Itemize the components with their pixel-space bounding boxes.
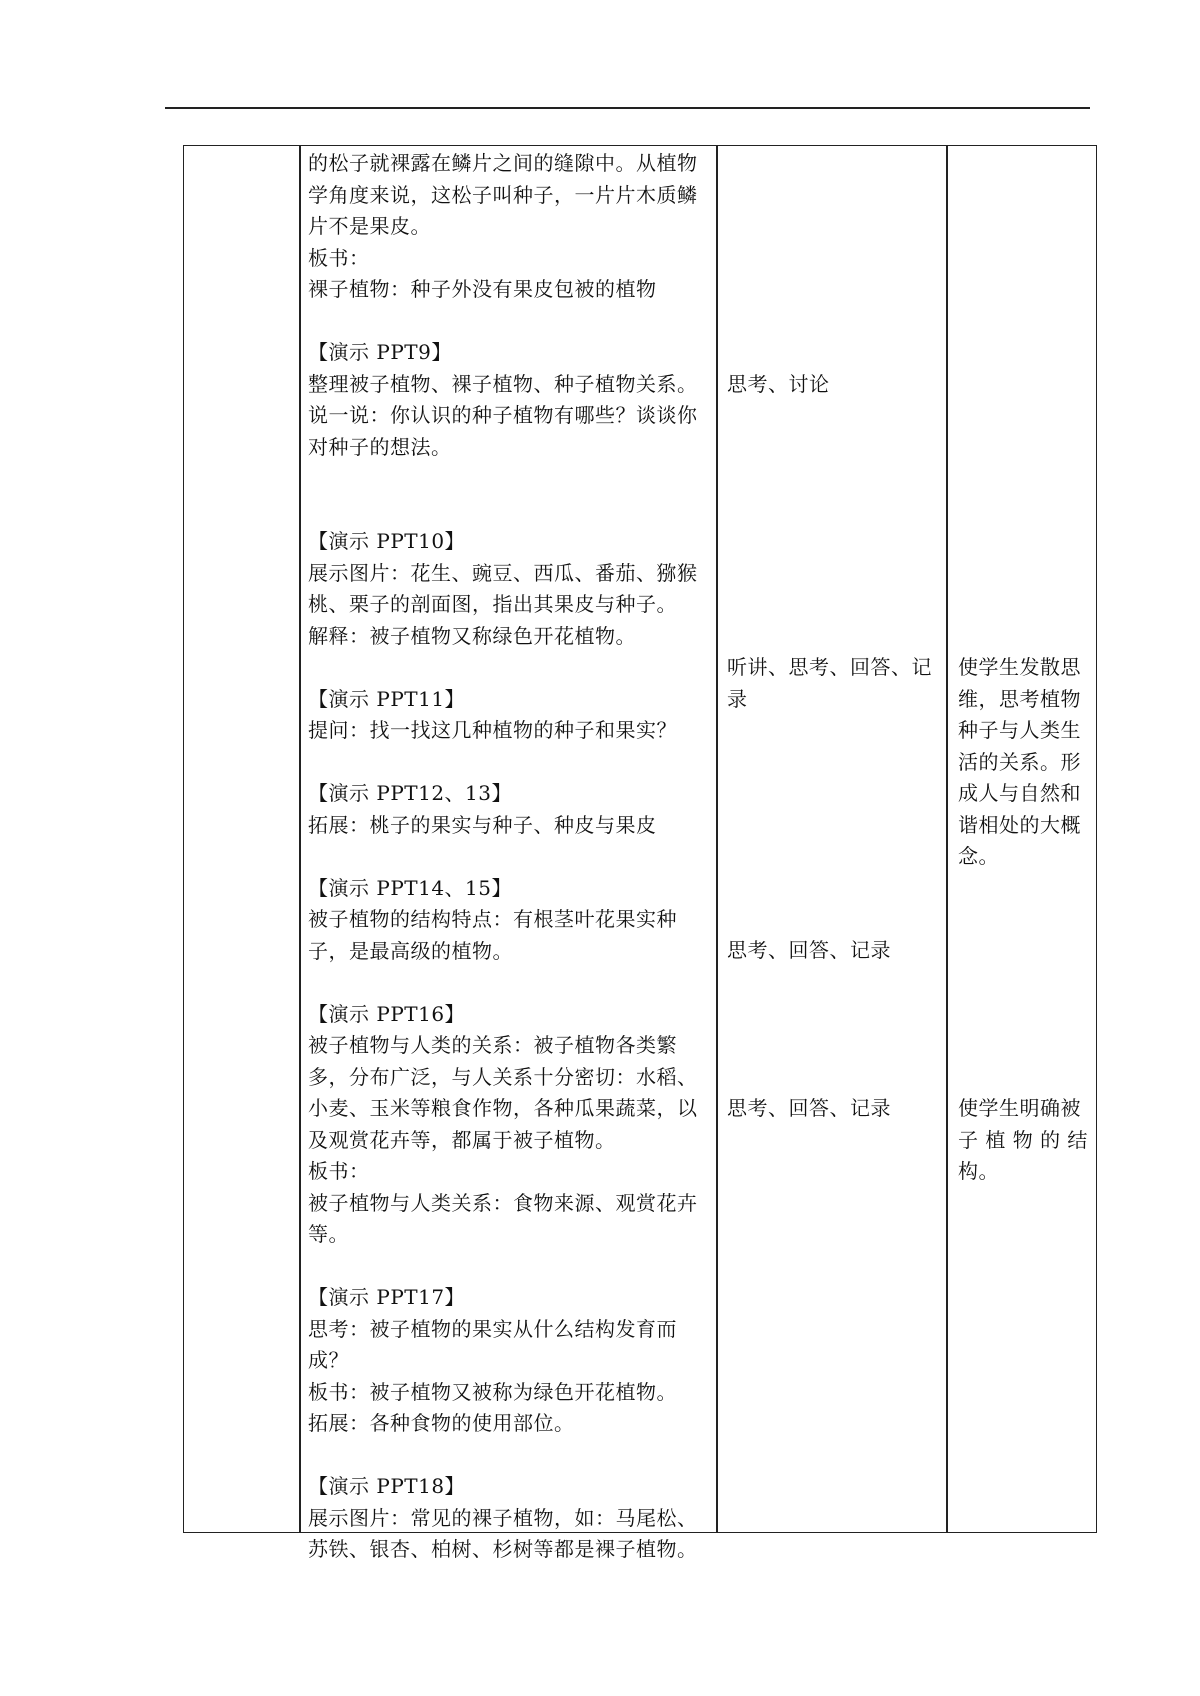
- teacher-line: 【演示 PPT12、13】: [308, 781, 513, 805]
- design-intent-text: 使学生明确被: [958, 1096, 1081, 1120]
- column-divider: [946, 146, 948, 1532]
- teacher-line: 【演示 PPT17】: [308, 1285, 466, 1309]
- teacher-line: 【演示 PPT11】: [308, 686, 466, 711]
- teacher-line: 片不是果皮。: [308, 214, 431, 238]
- teacher-line: 板书：: [308, 245, 370, 270]
- teacher-line: [308, 652, 708, 684]
- design-intent-text: 念。: [958, 844, 999, 868]
- teacher-line: 【演示 PPT9】: [308, 340, 452, 364]
- teacher-line: 裸子植物：种子外没有果皮包被的植物: [308, 277, 657, 301]
- teacher-line: 展示图片：花生、豌豆、西瓜、番茄、猕猴: [308, 560, 698, 585]
- design-intent-text: 谐相处的大概: [958, 812, 1081, 837]
- design-intent-text: 维，思考植物: [958, 686, 1081, 711]
- teacher-line: 桃、栗子的剖面图，指出其果皮与种子。: [308, 592, 677, 616]
- teacher-line: [308, 306, 708, 338]
- teacher-line: 拓展：各种食物的使用部位。: [308, 1411, 575, 1435]
- teacher-line: 思考：被子植物的果实从什么结构发育而: [308, 1316, 677, 1341]
- teacher-line: 【演示 PPT14、15】: [308, 875, 513, 900]
- teacher-line: 子，是最高级的植物。: [308, 938, 513, 963]
- teacher-line: [308, 841, 708, 873]
- column-divider: [299, 146, 301, 1532]
- teacher-line: 展示图片：常见的裸子植物，如：马尾松、: [308, 1505, 698, 1530]
- lesson-table: [183, 145, 1097, 1561]
- teacher-line: 对种子的想法。: [308, 434, 452, 459]
- student-activity-text: 思考、回答、记录: [727, 1096, 891, 1120]
- teacher-line: 小麦、玉米等粮食作物，各种瓜果蔬菜，以: [308, 1096, 698, 1120]
- design-intent-cell: [958, 652, 1090, 873]
- teacher-line: [308, 747, 708, 779]
- teacher-line: 【演示 PPT10】: [308, 529, 466, 553]
- student-activity-text: 听讲、思考、回答、记: [727, 655, 932, 679]
- student-activity-cell: [727, 652, 937, 715]
- teacher-line: 被子植物与人类的关系：被子植物各类繁: [308, 1033, 677, 1057]
- teacher-line: 整理被子植物、裸子植物、种子植物关系。: [308, 371, 698, 396]
- column-divider: [716, 146, 718, 1532]
- teacher-line: 【演示 PPT16】: [308, 1001, 466, 1026]
- teacher-line: 板书：被子植物又被称为绿色开花植物。: [308, 1379, 677, 1404]
- student-activity-text: 思考、讨论: [727, 372, 830, 396]
- design-intent-cell: [958, 1093, 1090, 1188]
- teacher-line: 及观赏花卉等，都属于被子植物。: [308, 1127, 616, 1152]
- teacher-line: [308, 1440, 708, 1472]
- header-rule: [165, 107, 1090, 109]
- teacher-line: 被子植物与人类关系：食物来源、观赏花卉: [308, 1190, 698, 1215]
- teacher-line: 【演示 PPT18】: [308, 1474, 466, 1498]
- student-activity-cell: [727, 1093, 937, 1125]
- teacher-line: [308, 967, 708, 999]
- teacher-line: [308, 1251, 708, 1283]
- teacher-line: [308, 495, 708, 527]
- teacher-line: 多，分布广泛，与人关系十分密切：水稻、: [308, 1064, 698, 1089]
- teacher-line: 解释：被子植物又称绿色开花植物。: [308, 623, 636, 648]
- teacher-line: 苏铁、银杏、柏树、杉树等都是裸子植物。: [308, 1537, 698, 1561]
- teacher-line: 板书：: [308, 1159, 370, 1183]
- teacher-line: [308, 463, 708, 495]
- teacher-line: 提问：找一找这几种植物的种子和果实？: [308, 718, 677, 742]
- design-intent-text: 种子与人类生: [958, 718, 1081, 742]
- teacher-line: 成？: [308, 1348, 349, 1372]
- student-activity-cell: [727, 369, 937, 401]
- teacher-line: 学角度来说，这松子叫种子，一片片木质鳞: [308, 182, 698, 207]
- design-intent-text: 活的关系。形: [958, 749, 1081, 774]
- teacher-line: 被子植物的结构特点：有根茎叶花果实种: [308, 907, 677, 931]
- design-intent-text: 使学生发散思: [958, 655, 1081, 679]
- teacher-line: 等。: [308, 1222, 349, 1246]
- design-intent-text: 子 植 物 的 结: [958, 1127, 1088, 1152]
- student-activity-cell: [727, 935, 937, 967]
- student-activity-text: 思考、回答、记录: [727, 938, 891, 962]
- teacher-line: 拓展：桃子的果实与种子、种皮与果皮: [308, 812, 657, 837]
- teacher-line: 说一说：你认识的种子植物有哪些？谈谈你: [308, 403, 698, 427]
- teacher-activity-cell: [308, 148, 708, 1566]
- design-intent-text: 成人与自然和: [958, 781, 1081, 805]
- student-activity-text: 录: [727, 686, 748, 711]
- design-intent-text: 构。: [958, 1159, 999, 1183]
- teacher-line: 的松子就裸露在鳞片之间的缝隙中。从植物: [308, 151, 698, 175]
